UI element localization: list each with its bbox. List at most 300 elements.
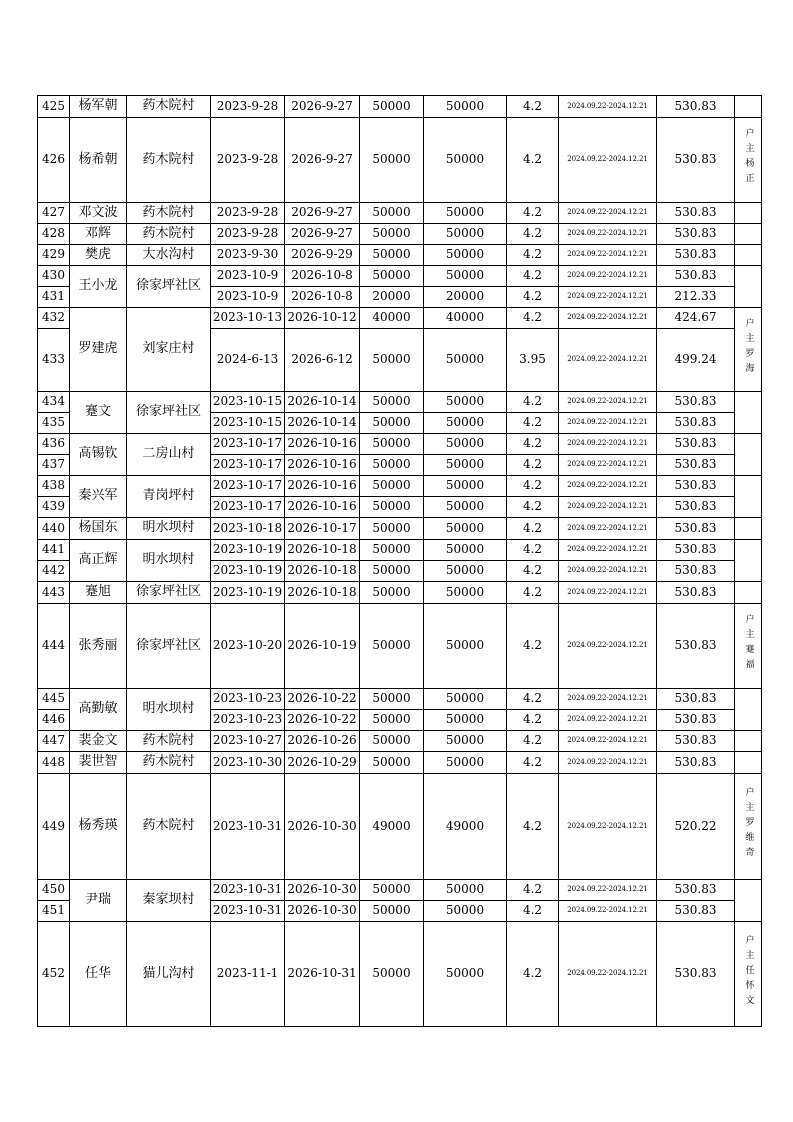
- loan-amount: 50000: [360, 392, 424, 413]
- interest-rate: 4.2: [507, 582, 559, 604]
- interest-period: 2024.09.22-2024.12.21: [559, 582, 657, 604]
- interest-rate: 4.2: [507, 308, 559, 329]
- start-date: 2023-10-17: [211, 476, 285, 497]
- table-row: [38, 752, 762, 774]
- remark-cell: [735, 582, 762, 604]
- interest-rate: 4.2: [507, 689, 559, 710]
- interest-amount: 530.83: [657, 731, 735, 752]
- interest-rate: 4.2: [507, 518, 559, 540]
- row-number: 429: [38, 245, 70, 266]
- interest-rate: 4.2: [507, 604, 559, 689]
- start-date: 2023-9-30: [211, 245, 285, 266]
- village-name: 猫儿沟村: [127, 922, 211, 1027]
- remark-cell: [735, 604, 762, 689]
- interest-period: 2024.09.22-2024.12.21: [559, 710, 657, 731]
- interest-amount: 530.83: [657, 434, 735, 455]
- table-row: [38, 774, 762, 880]
- interest-rate: 4.2: [507, 203, 559, 224]
- interest-period: 2024.09.22-2024.12.21: [559, 922, 657, 1027]
- interest-rate: 4.2: [507, 540, 559, 561]
- end-date: 2026-10-16: [285, 434, 360, 455]
- interest-amount: 530.83: [657, 710, 735, 731]
- row-number: 444: [38, 604, 70, 689]
- loan-amount: 50000: [360, 518, 424, 540]
- table-row: [38, 689, 762, 710]
- start-date: 2023-10-15: [211, 392, 285, 413]
- interest-period: 2024.09.22-2024.12.21: [559, 118, 657, 203]
- interest-amount: 212.33: [657, 287, 735, 308]
- start-date: 2023-11-1: [211, 922, 285, 1027]
- interest-amount: 520.22: [657, 774, 735, 880]
- remark-cell: [735, 689, 762, 731]
- table-row: [38, 118, 762, 203]
- borrower-name: 邓辉: [70, 224, 127, 245]
- borrower-name: 蹇旭: [70, 582, 127, 604]
- interest-period: 2024.09.22-2024.12.21: [559, 497, 657, 518]
- row-number: 427: [38, 203, 70, 224]
- row-number: 451: [38, 901, 70, 922]
- start-date: 2023-9-28: [211, 224, 285, 245]
- table-row: [38, 245, 762, 266]
- village-name: 明水坝村: [127, 540, 211, 582]
- start-date: 2023-9-28: [211, 96, 285, 118]
- end-date: 2026-10-18: [285, 561, 360, 582]
- interest-period: 2024.09.22-2024.12.21: [559, 287, 657, 308]
- loan-amount: 20000: [360, 287, 424, 308]
- end-date: 2026-10-8: [285, 287, 360, 308]
- interest-amount: 530.83: [657, 455, 735, 476]
- loan-balance: 50000: [424, 455, 507, 476]
- end-date: 2026-10-22: [285, 710, 360, 731]
- loan-balance: 50000: [424, 224, 507, 245]
- remark-cell: [735, 731, 762, 752]
- interest-amount: 530.83: [657, 880, 735, 901]
- interest-amount: 530.83: [657, 540, 735, 561]
- loan-balance: 50000: [424, 752, 507, 774]
- village-name: 秦家坝村: [127, 880, 211, 922]
- row-number: 439: [38, 497, 70, 518]
- row-number: 430: [38, 266, 70, 287]
- borrower-name: 裴世智: [70, 752, 127, 774]
- borrower-name: 邓文波: [70, 203, 127, 224]
- end-date: 2026-10-31: [285, 922, 360, 1027]
- village-name: 明水坝村: [127, 518, 211, 540]
- table-row: [38, 308, 762, 329]
- table-row: [38, 582, 762, 604]
- row-number: 425: [38, 96, 70, 118]
- end-date: 2026-10-16: [285, 476, 360, 497]
- row-number: 434: [38, 392, 70, 413]
- loan-amount: 40000: [360, 308, 424, 329]
- interest-amount: 530.83: [657, 518, 735, 540]
- end-date: 2026-9-29: [285, 245, 360, 266]
- village-name: 徐家坪社区: [127, 582, 211, 604]
- loan-balance: 49000: [424, 774, 507, 880]
- end-date: 2026-6-12: [285, 329, 360, 392]
- start-date: 2023-10-23: [211, 710, 285, 731]
- end-date: 2026-9-27: [285, 96, 360, 118]
- loan-amount: 50000: [360, 540, 424, 561]
- interest-period: 2024.09.22-2024.12.21: [559, 604, 657, 689]
- interest-period: 2024.09.22-2024.12.21: [559, 308, 657, 329]
- loan-balance: 50000: [424, 434, 507, 455]
- interest-rate: 4.2: [507, 118, 559, 203]
- village-name: 二房山村: [127, 434, 211, 476]
- loan-amount: 50000: [360, 880, 424, 901]
- loan-amount: 50000: [360, 710, 424, 731]
- table-row: [38, 922, 762, 1027]
- interest-period: 2024.09.22-2024.12.21: [559, 689, 657, 710]
- interest-period: 2024.09.22-2024.12.21: [559, 901, 657, 922]
- row-number: 448: [38, 752, 70, 774]
- loan-balance: 50000: [424, 266, 507, 287]
- row-number: 440: [38, 518, 70, 540]
- loan-balance: 50000: [424, 392, 507, 413]
- end-date: 2026-10-18: [285, 582, 360, 604]
- loan-amount: 50000: [360, 731, 424, 752]
- start-date: 2023-10-17: [211, 497, 285, 518]
- table-row: [38, 392, 762, 413]
- row-number: 426: [38, 118, 70, 203]
- table-row: [38, 604, 762, 689]
- loan-amount: 50000: [360, 476, 424, 497]
- end-date: 2026-10-19: [285, 604, 360, 689]
- remark-text: 户主杨正: [743, 128, 754, 189]
- loan-balance: 50000: [424, 604, 507, 689]
- village-name: 药木院村: [127, 118, 211, 203]
- loan-amount: 50000: [360, 203, 424, 224]
- interest-period: 2024.09.22-2024.12.21: [559, 518, 657, 540]
- remark-text: 户主罗海: [743, 317, 754, 378]
- remark-cell: [735, 96, 762, 118]
- interest-amount: 530.83: [657, 96, 735, 118]
- interest-rate: 4.2: [507, 752, 559, 774]
- village-name: 刘家庄村: [127, 308, 211, 392]
- interest-amount: 530.83: [657, 901, 735, 922]
- interest-rate: 4.2: [507, 245, 559, 266]
- loan-balance: 50000: [424, 922, 507, 1027]
- loan-balance: 50000: [424, 413, 507, 434]
- end-date: 2026-10-16: [285, 455, 360, 476]
- end-date: 2026-10-17: [285, 518, 360, 540]
- village-name: 徐家坪社区: [127, 604, 211, 689]
- remark-cell: [735, 752, 762, 774]
- row-number: 447: [38, 731, 70, 752]
- table-row: [38, 880, 762, 901]
- remark-cell: [735, 922, 762, 1027]
- start-date: 2023-10-15: [211, 413, 285, 434]
- loan-amount: 50000: [360, 922, 424, 1027]
- start-date: 2023-10-31: [211, 880, 285, 901]
- borrower-name: 罗建虎: [70, 308, 127, 392]
- borrower-name: 杨秀瑛: [70, 774, 127, 880]
- village-name: 药木院村: [127, 203, 211, 224]
- loan-amount: 50000: [360, 245, 424, 266]
- borrower-name: 樊虎: [70, 245, 127, 266]
- remark-text: 户主蹇福: [743, 614, 754, 675]
- start-date: 2023-10-27: [211, 731, 285, 752]
- row-number: 438: [38, 476, 70, 497]
- row-number: 445: [38, 689, 70, 710]
- interest-amount: 530.83: [657, 561, 735, 582]
- start-date: 2023-10-20: [211, 604, 285, 689]
- remark-cell: [735, 245, 762, 266]
- loan-balance: 50000: [424, 731, 507, 752]
- village-name: 药木院村: [127, 752, 211, 774]
- start-date: 2023-10-31: [211, 774, 285, 880]
- interest-amount: 530.83: [657, 582, 735, 604]
- remark-cell: [735, 774, 762, 880]
- interest-period: 2024.09.22-2024.12.21: [559, 224, 657, 245]
- remark-cell: [735, 434, 762, 476]
- interest-rate: 4.2: [507, 731, 559, 752]
- loan-amount: 50000: [360, 266, 424, 287]
- village-name: 明水坝村: [127, 689, 211, 731]
- borrower-name: 蹇文: [70, 392, 127, 434]
- interest-amount: 530.83: [657, 413, 735, 434]
- start-date: 2023-10-31: [211, 901, 285, 922]
- table-row: [38, 518, 762, 540]
- loan-amount: 50000: [360, 329, 424, 392]
- loan-amount: 50000: [360, 604, 424, 689]
- interest-amount: 530.83: [657, 922, 735, 1027]
- loan-amount: 50000: [360, 689, 424, 710]
- end-date: 2026-10-29: [285, 752, 360, 774]
- interest-amount: 530.83: [657, 604, 735, 689]
- village-name: 大水沟村: [127, 245, 211, 266]
- start-date: 2023-10-18: [211, 518, 285, 540]
- remark-cell: [735, 540, 762, 582]
- start-date: 2023-9-28: [211, 118, 285, 203]
- table-row: [38, 203, 762, 224]
- interest-amount: 530.83: [657, 392, 735, 413]
- end-date: 2026-10-30: [285, 901, 360, 922]
- loan-balance: 50000: [424, 901, 507, 922]
- village-name: 药木院村: [127, 774, 211, 880]
- village-name: 徐家坪社区: [127, 266, 211, 308]
- table-row: [38, 96, 762, 118]
- interest-rate: 4.2: [507, 774, 559, 880]
- remark-text: 户主任怀文: [743, 934, 754, 1010]
- interest-rate: 4.2: [507, 455, 559, 476]
- interest-amount: 530.83: [657, 118, 735, 203]
- village-name: 药木院村: [127, 224, 211, 245]
- loan-amount: 50000: [360, 224, 424, 245]
- loan-interest-table: [37, 95, 762, 1027]
- borrower-name: 杨国东: [70, 518, 127, 540]
- interest-period: 2024.09.22-2024.12.21: [559, 561, 657, 582]
- interest-amount: 530.83: [657, 689, 735, 710]
- start-date: 2023-10-19: [211, 540, 285, 561]
- remark-cell: [735, 224, 762, 245]
- loan-balance: 50000: [424, 118, 507, 203]
- interest-period: 2024.09.22-2024.12.21: [559, 245, 657, 266]
- borrower-name: 秦兴军: [70, 476, 127, 518]
- interest-period: 2024.09.22-2024.12.21: [559, 540, 657, 561]
- loan-balance: 20000: [424, 287, 507, 308]
- loan-amount: 50000: [360, 118, 424, 203]
- interest-amount: 530.83: [657, 752, 735, 774]
- interest-amount: 530.83: [657, 224, 735, 245]
- end-date: 2026-10-14: [285, 413, 360, 434]
- table-row: [38, 540, 762, 561]
- loan-balance: 50000: [424, 329, 507, 392]
- borrower-name: 张秀丽: [70, 604, 127, 689]
- start-date: 2023-10-30: [211, 752, 285, 774]
- loan-balance: 50000: [424, 203, 507, 224]
- start-date: 2023-10-23: [211, 689, 285, 710]
- row-number: 450: [38, 880, 70, 901]
- interest-amount: 530.83: [657, 266, 735, 287]
- loan-balance: 50000: [424, 540, 507, 561]
- interest-period: 2024.09.22-2024.12.21: [559, 731, 657, 752]
- start-date: 2023-10-19: [211, 582, 285, 604]
- end-date: 2026-10-22: [285, 689, 360, 710]
- interest-rate: 4.2: [507, 434, 559, 455]
- village-name: 药木院村: [127, 96, 211, 118]
- interest-period: 2024.09.22-2024.12.21: [559, 774, 657, 880]
- interest-rate: 4.2: [507, 922, 559, 1027]
- loan-amount: 50000: [360, 497, 424, 518]
- village-name: 徐家坪社区: [127, 392, 211, 434]
- loan-balance: 50000: [424, 96, 507, 118]
- interest-rate: 4.2: [507, 476, 559, 497]
- interest-period: 2024.09.22-2024.12.21: [559, 476, 657, 497]
- interest-period: 2024.09.22-2024.12.21: [559, 455, 657, 476]
- end-date: 2026-10-30: [285, 774, 360, 880]
- remark-cell: [735, 308, 762, 392]
- interest-period: 2024.09.22-2024.12.21: [559, 96, 657, 118]
- village-name: 药木院村: [127, 731, 211, 752]
- row-number: 446: [38, 710, 70, 731]
- start-date: 2023-10-13: [211, 308, 285, 329]
- table-row: [38, 224, 762, 245]
- row-number: 443: [38, 582, 70, 604]
- end-date: 2026-10-26: [285, 731, 360, 752]
- table-row: [38, 476, 762, 497]
- row-number: 435: [38, 413, 70, 434]
- interest-amount: 530.83: [657, 497, 735, 518]
- end-date: 2026-10-12: [285, 308, 360, 329]
- interest-rate: 4.2: [507, 497, 559, 518]
- remark-text: 户主罗维奇: [743, 787, 754, 863]
- row-number: 437: [38, 455, 70, 476]
- interest-rate: 4.2: [507, 901, 559, 922]
- loan-amount: 50000: [360, 455, 424, 476]
- end-date: 2026-10-14: [285, 392, 360, 413]
- interest-amount: 530.83: [657, 245, 735, 266]
- end-date: 2026-9-27: [285, 224, 360, 245]
- interest-rate: 4.2: [507, 880, 559, 901]
- end-date: 2026-10-8: [285, 266, 360, 287]
- interest-rate: 4.2: [507, 561, 559, 582]
- interest-rate: 3.95: [507, 329, 559, 392]
- table-row: [38, 266, 762, 287]
- start-date: 2023-9-28: [211, 203, 285, 224]
- end-date: 2026-10-18: [285, 540, 360, 561]
- borrower-name: 王小龙: [70, 266, 127, 308]
- interest-rate: 4.2: [507, 287, 559, 308]
- end-date: 2026-10-30: [285, 880, 360, 901]
- row-number: 449: [38, 774, 70, 880]
- interest-rate: 4.2: [507, 224, 559, 245]
- loan-amount: 50000: [360, 901, 424, 922]
- loan-amount: 49000: [360, 774, 424, 880]
- row-number: 431: [38, 287, 70, 308]
- interest-period: 2024.09.22-2024.12.21: [559, 434, 657, 455]
- start-date: 2023-10-9: [211, 287, 285, 308]
- remark-cell: [735, 118, 762, 203]
- interest-period: 2024.09.22-2024.12.21: [559, 880, 657, 901]
- row-number: 436: [38, 434, 70, 455]
- table-row: [38, 731, 762, 752]
- end-date: 2026-9-27: [285, 118, 360, 203]
- row-number: 432: [38, 308, 70, 329]
- loan-balance: 50000: [424, 497, 507, 518]
- loan-balance: 50000: [424, 582, 507, 604]
- start-date: 2024-6-13: [211, 329, 285, 392]
- borrower-name: 高勤敏: [70, 689, 127, 731]
- remark-cell: [735, 518, 762, 540]
- remark-cell: [735, 476, 762, 518]
- borrower-name: 杨希朝: [70, 118, 127, 203]
- loan-balance: 50000: [424, 518, 507, 540]
- loan-balance: 50000: [424, 880, 507, 901]
- row-number: 433: [38, 329, 70, 392]
- borrower-name: 高锡钦: [70, 434, 127, 476]
- loan-amount: 50000: [360, 582, 424, 604]
- remark-cell: [735, 880, 762, 922]
- interest-rate: 4.2: [507, 413, 559, 434]
- loan-amount: 50000: [360, 434, 424, 455]
- interest-period: 2024.09.22-2024.12.21: [559, 329, 657, 392]
- start-date: 2023-10-17: [211, 455, 285, 476]
- interest-amount: 530.83: [657, 203, 735, 224]
- row-number: 441: [38, 540, 70, 561]
- remark-cell: [735, 392, 762, 434]
- end-date: 2026-10-16: [285, 497, 360, 518]
- loan-amount: 50000: [360, 752, 424, 774]
- interest-rate: 4.2: [507, 266, 559, 287]
- interest-amount: 530.83: [657, 476, 735, 497]
- borrower-name: 高正辉: [70, 540, 127, 582]
- start-date: 2023-10-19: [211, 561, 285, 582]
- interest-period: 2024.09.22-2024.12.21: [559, 203, 657, 224]
- remark-cell: [735, 266, 762, 308]
- borrower-name: 裴金文: [70, 731, 127, 752]
- start-date: 2023-10-9: [211, 266, 285, 287]
- loan-balance: 50000: [424, 689, 507, 710]
- loan-amount: 50000: [360, 413, 424, 434]
- interest-period: 2024.09.22-2024.12.21: [559, 266, 657, 287]
- borrower-name: 尹瑞: [70, 880, 127, 922]
- loan-balance: 40000: [424, 308, 507, 329]
- row-number: 452: [38, 922, 70, 1027]
- start-date: 2023-10-17: [211, 434, 285, 455]
- interest-amount: 424.67: [657, 308, 735, 329]
- interest-rate: 4.2: [507, 710, 559, 731]
- interest-period: 2024.09.22-2024.12.21: [559, 392, 657, 413]
- loan-balance: 50000: [424, 476, 507, 497]
- table-row: [38, 434, 762, 455]
- end-date: 2026-9-27: [285, 203, 360, 224]
- loan-amount: 50000: [360, 561, 424, 582]
- interest-period: 2024.09.22-2024.12.21: [559, 413, 657, 434]
- row-number: 442: [38, 561, 70, 582]
- loan-balance: 50000: [424, 561, 507, 582]
- interest-amount: 499.24: [657, 329, 735, 392]
- interest-period: 2024.09.22-2024.12.21: [559, 752, 657, 774]
